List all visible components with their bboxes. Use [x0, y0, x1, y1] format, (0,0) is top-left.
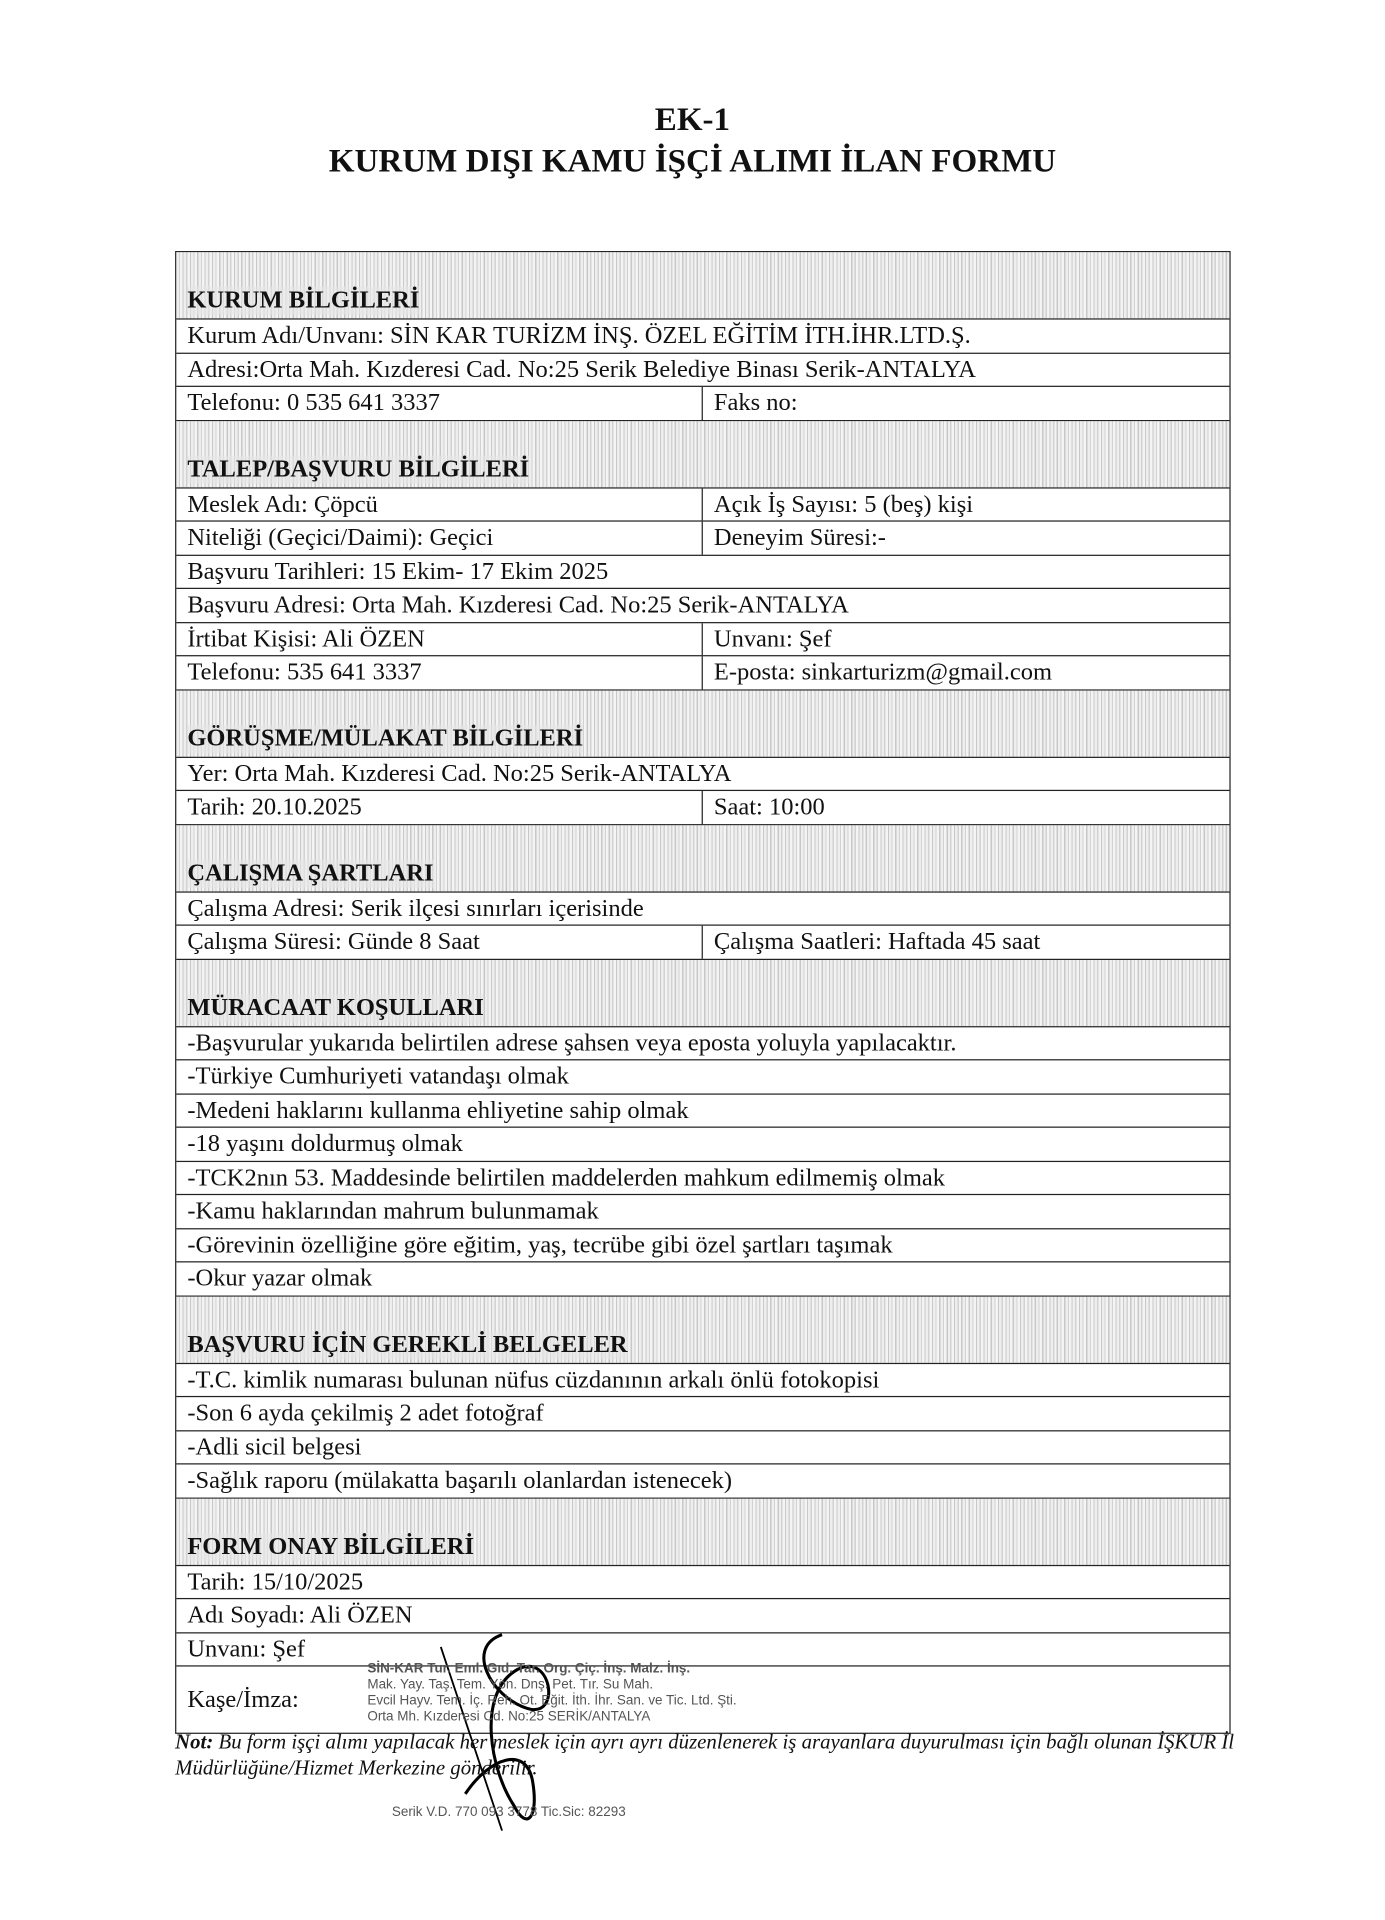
section-title: GÖRÜŞME/MÜLAKAT BİLGİLERİ	[187, 724, 584, 752]
kase-imza-label: Kaşe/İmza:	[187, 1686, 299, 1714]
section-title: BAŞVURU İÇİN GEREKLİ BELGELER	[187, 1330, 628, 1358]
kurum-telefon: Telefonu: 0 535 641 3337	[176, 387, 703, 419]
onay-tarih: Tarih: 15/10/2025	[187, 1567, 364, 1595]
footer-note	[175, 1729, 1253, 1780]
eposta: E-posta: sinkarturizm@gmail.com	[713, 658, 1053, 686]
acik-is-sayisi: Açık İş Sayısı: 5 (beş) kişi	[713, 490, 974, 518]
irtibat-unvan: Unvanı: Şef	[713, 625, 832, 653]
stamp-line: Orta Mh. Kızderesi Cd. No:25 SERİK/ANTALYA	[367, 1709, 651, 1725]
belge-item: -Sağlık raporu (mülakatta başarılı olanlardan istenecek)	[187, 1466, 733, 1494]
form-code: EK-1	[654, 100, 731, 138]
section-title: KURUM BİLGİLERİ	[187, 286, 420, 314]
form-title: KURUM DIŞI KAMU İŞÇİ ALIMI İLAN FORMU	[328, 142, 1057, 179]
talep-telefon: Telefonu: 535 641 3337	[176, 656, 703, 688]
irtibat-kisisi: İrtibat Kişisi: Ali ÖZEN	[176, 623, 703, 655]
note-label: Not:	[175, 1730, 214, 1754]
calisma-suresi: Çalışma Süresi: Günde 8 Saat	[176, 926, 703, 958]
section-header-belgeler	[176, 1296, 1229, 1363]
gorusme-tarih: Tarih: 20.10.2025	[176, 791, 703, 823]
muracaat-item: -18 yaşını doldurmuş olmak	[187, 1130, 463, 1158]
calisma-adresi: Çalışma Adresi: Serik ilçesi sınırları içerisinde	[187, 894, 644, 922]
muracaat-item: -Türkiye Cumhuriyeti vatandaşı olmak	[187, 1062, 569, 1090]
section-header-onay	[176, 1498, 1229, 1565]
muracaat-item: -Görevinin özelliğine göre eğitim, yaş, tecrübe gibi özel şartları taşımak	[187, 1231, 893, 1259]
stamp-line: Serik V.D. 770 093 3778 Tic.Sic: 82293	[391, 1804, 626, 1820]
meslek-adi: Meslek Adı: Çöpcü	[176, 488, 703, 520]
calisma-saatleri: Çalışma Saatleri: Haftada 45 saat	[713, 928, 1041, 956]
muracaat-item: -Medeni haklarını kullanma ehliyetine sahip olmak	[187, 1096, 689, 1124]
gorusme-yer: Yer: Orta Mah. Kızderesi Cad. No:25 Serik-ANTALYA	[187, 759, 732, 787]
kurum-faks: Faks no:	[713, 389, 798, 417]
basvuru-adresi: Başvuru Adresi: Orta Mah. Kızderesi Cad. No:25 Serik-ANTALYA	[187, 591, 849, 619]
company-stamp-footer	[392, 1805, 626, 1821]
section-title: TALEP/BAŞVURU BİLGİLERİ	[187, 454, 530, 482]
section-header-talep	[176, 421, 1229, 488]
section-header-kurum	[176, 252, 1229, 319]
section-title: MÜRACAAT KOŞULLARI	[187, 993, 484, 1021]
muracaat-item: -Kamu haklarından mahrum bulunmamak	[187, 1197, 599, 1225]
kurum-adres: Adresi:Orta Mah. Kızderesi Cad. No:25 Serik Belediye Binası Serik-ANTALYA	[187, 355, 976, 383]
section-title: FORM ONAY BİLGİLERİ	[187, 1532, 475, 1560]
section-header-muracaat	[176, 959, 1229, 1026]
muracaat-item: -TCK2nın 53. Maddesinde belirtilen maddelerden mahkum edilmemiş olmak	[187, 1163, 946, 1191]
muracaat-item: -Başvurular yukarıda belirtilen adrese şahsen veya eposta yoluyla yapılacaktır.	[187, 1029, 957, 1057]
company-stamp	[367, 1662, 736, 1726]
section-header-calisma	[176, 825, 1229, 892]
deneyim-suresi: Deneyim Süresi:-	[713, 524, 886, 552]
onay-unvan: Unvanı: Şef	[187, 1635, 306, 1663]
belge-item: -Son 6 ayda çekilmiş 2 adet fotoğraf	[187, 1399, 544, 1427]
gorusme-saat: Saat: 10:00	[713, 793, 825, 821]
muracaat-item: -Okur yazar olmak	[187, 1264, 373, 1292]
belge-item: -T.C. kimlik numarası bulunan nüfus cüzdanının arkalı önlü fotokopisi	[187, 1365, 880, 1393]
note-text: Bu form işçi alımı yapılacak her meslek için ayrı ayrı düzenlenerek iş arayanlara duyurulması için bağlı olunan İŞKUR İl Müdürlüğüne/Hizmet Merkezine gönderilir.	[175, 1730, 1235, 1780]
belge-item: -Adli sicil belgesi	[187, 1433, 362, 1461]
section-title: ÇALIŞMA ŞARTLARI	[187, 858, 434, 886]
stamp-line: Mak. Yay. Taş. Tem. Yön. Dnş. Pet. Tır. Su Mah.	[367, 1677, 654, 1693]
niteligi: Niteliği (Geçici/Daimi): Geçici	[176, 522, 703, 554]
stamp-line: SİN-KAR Tur. Eml. Gıd. Tar. Org. Çiç. İnş. Malz. İnş.	[367, 1661, 691, 1677]
stamp-line: Evcil Hayv. Tem. İç. Reh. Ot. Eğit. İth. İhr. San. ve Tic. Ltd. Şti.	[367, 1693, 737, 1709]
form-table	[175, 251, 1231, 1734]
section-header-gorusme	[176, 690, 1229, 757]
onay-adi-soyadi: Adı Soyadı: Ali ÖZEN	[187, 1601, 413, 1629]
kurum-adi: Kurum Adı/Unvanı: SİN KAR TURİZM İNŞ. ÖZEL EĞİTİM İTH.İHR.LTD.Ş.	[187, 322, 971, 349]
basvuru-tarihleri: Başvuru Tarihleri: 15 Ekim- 17 Ekim 2025	[187, 557, 609, 585]
